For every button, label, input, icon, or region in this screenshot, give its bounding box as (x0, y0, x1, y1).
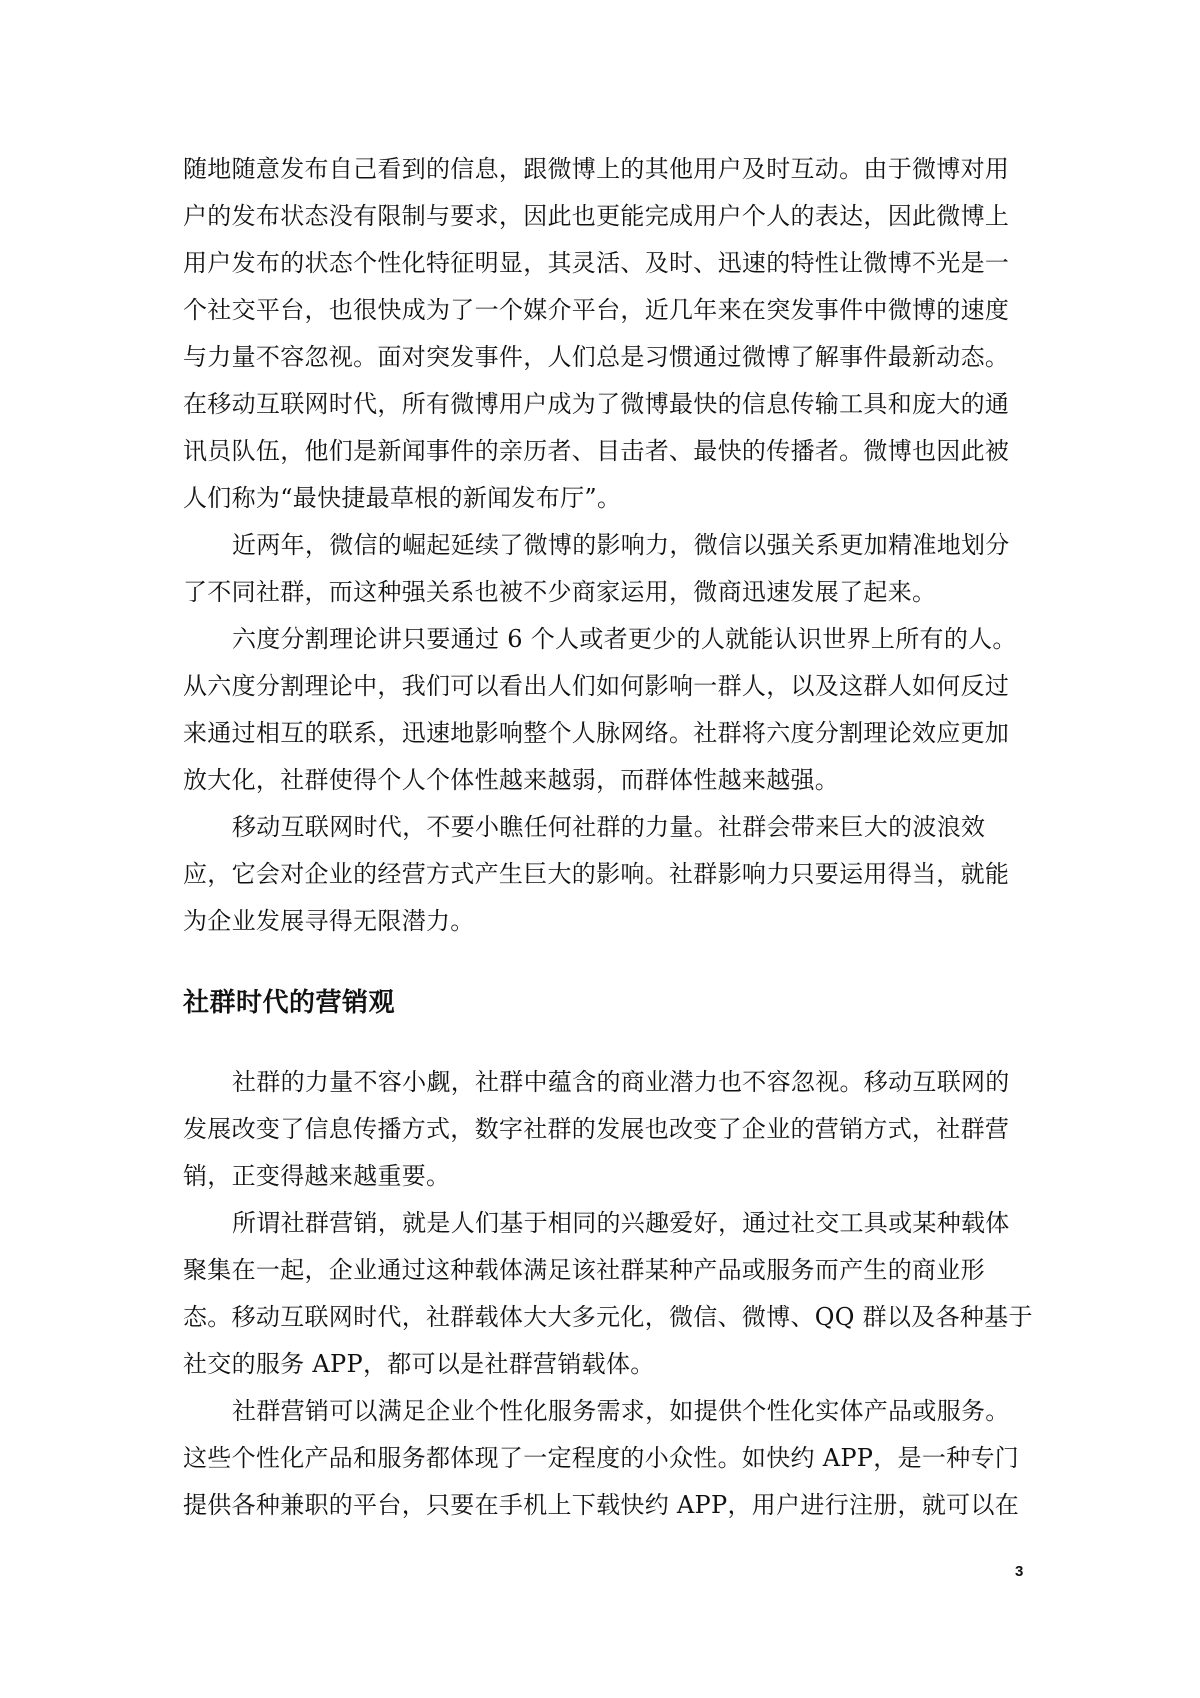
paragraph (183, 616, 1015, 804)
body-text-after-heading (183, 1059, 1033, 1529)
text-line: 随地随意发布自己看到的信息，跟微博上的其他用户及时互动。由于微博对用 (183, 155, 1010, 183)
text-line: 态。移动互联网时代，社群载体大大多元化，微信、微博、QQ 群以及各种基于 (183, 1303, 1033, 1331)
text-line: 社群的力量不容小觑，社群中蕴含的商业潜力也不容忽视。移动互联网的 (232, 1068, 1010, 1096)
text-line: 移动互联网时代，不要小瞧任何社群的力量。社群会带来巨大的波浪效 (232, 813, 986, 841)
paragraph (183, 1388, 1020, 1529)
text-line: 社交的服务 APP，都可以是社群营销载体。 (183, 1350, 655, 1378)
text-line: 为企业发展寻得无限潜力。 (183, 907, 475, 935)
text-line: 六度分割理论讲只要通过 6 个人或者更少的人就能认识世界上所有的人。 (232, 625, 1017, 653)
page-number: 3 (1015, 1563, 1024, 1580)
text-line: 个社交平台，也很快成为了一个媒介平台，近几年来在突发事件中微博的速度 (183, 296, 1010, 324)
text-line: 销，正变得越来越重要。 (183, 1162, 451, 1190)
text-line: 用户发布的状态个性化特征明显，其灵活、及时、迅速的特性让微博不光是一 (183, 249, 1010, 277)
text-line: 聚集在一起，企业通过这种载体满足该社群某种产品或服务而产生的商业形 (183, 1256, 985, 1284)
page-content (183, 146, 1033, 1529)
section-heading: 社群时代的营销观 (183, 988, 396, 1018)
text-line: 社群营销可以满足企业个性化服务需求，如提供个性化实体产品或服务。 (232, 1397, 1010, 1425)
text-line: 来通过相互的联系，迅速地影响整个人脉网络。社群将六度分割理论效应更加 (183, 719, 1010, 747)
paragraph (183, 1200, 1033, 1388)
paragraph (183, 804, 1015, 945)
text-line: 提供各种兼职的平台，只要在手机上下载快约 APP，用户进行注册，就可以在 (183, 1491, 1020, 1519)
paragraph (183, 1059, 1015, 1200)
text-line: 了不同社群，而这种强关系也被不少商家运用，微商迅速发展了起来。 (183, 578, 937, 606)
text-line: 这些个性化产品和服务都体现了一定程度的小众性。如快约 APP，是一种专门 (183, 1444, 1020, 1472)
text-line: 放大化，社群使得个人个体性越来越弱，而群体性越来越强。 (183, 766, 840, 794)
text-line: 从六度分割理论中，我们可以看出人们如何影响一群人，以及这群人如何反过 (183, 672, 1010, 700)
text-line: 发展改变了信息传播方式，数字社群的发展也改变了企业的营销方式，社群营 (183, 1115, 1010, 1143)
paragraph (183, 522, 1015, 616)
text-line: 在移动互联网时代，所有微博用户成为了微博最快的信息传输工具和庞大的通 (183, 390, 1010, 418)
text-line: 户的发布状态没有限制与要求，因此也更能完成用户个人的表达，因此微博上 (183, 202, 1010, 230)
text-line: 所谓社群营销，就是人们基于相同的兴趣爱好，通过社交工具或某种载体 (232, 1209, 1010, 1237)
text-line: 讯员队伍，他们是新闻事件的亲历者、目击者、最快的传播者。微博也因此被 (183, 437, 1010, 465)
paragraph (183, 146, 1015, 522)
text-line: 应，它会对企业的经营方式产生巨大的影响。社群影响力只要运用得当，就能 (183, 860, 1010, 888)
text-line: 与力量不容忽视。面对突发事件，人们总是习惯通过微博了解事件最新动态。 (183, 343, 1010, 371)
text-line: 人们称为“最快捷最草根的新闻发布厅”。 (183, 484, 622, 512)
text-line: 近两年，微信的崛起延续了微博的影响力，微信以强关系更加精准地划分 (232, 531, 1010, 559)
body-text-before-heading (183, 146, 1015, 945)
